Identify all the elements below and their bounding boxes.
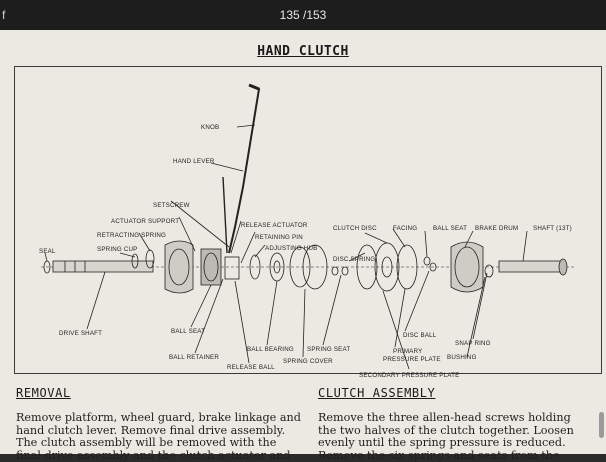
label-release-actuator: RELEASE ACTUATOR [241,222,308,229]
label-facing: FACING [393,225,417,232]
label-adjusting-hub: ADJUSTING HUB [265,245,317,252]
viewer-toolbar [0,0,606,30]
label-snap-ring: SNAP RING [455,340,491,347]
label-knob: KNOB [201,124,219,131]
removal-line: final drive assembly and the clutch actuator and [16,450,308,462]
label-ball-seat-right: BALL SEAT [433,225,467,232]
label-disc-ball: DISC BALL [403,332,437,339]
removal-line: The clutch assembly will be removed with the [16,437,308,450]
clutch-assembly-text [318,412,598,454]
label-ball-retainer: BALL RETAINER [169,354,219,361]
clutch-assembly-line: evenly until the spring pressure is reduced. [318,437,598,450]
label-disc-spring: DISC SPRING [333,256,375,263]
label-hand-lever: HAND LEVER [173,158,215,165]
hand-clutch-exploded-diagram [15,67,601,373]
label-drive-shaft: DRIVE SHAFT [59,330,102,337]
clutch-assembly-line: Remove the three allen-head screws holding [318,412,598,425]
page-counter: 135 /153 [0,8,606,22]
label-ball-bearing: BALL BEARING [247,346,294,353]
label-primary: PRIMARY [393,348,422,355]
label-setscrew: SETSCREW [153,202,190,209]
clutch-assembly-line: Remove the six springs and seats from the [318,450,598,462]
label-secondary-pressure-plate: SECONDARY PRESSURE PLATE [359,372,459,379]
label-pressure-plate: PRESSURE PLATE [383,356,441,363]
removal-heading: REMOVAL [16,386,71,400]
label-ball-seat: BALL SEAT [171,328,205,335]
label-actuator-support: ACTUATOR SUPPORT [111,218,179,225]
exploded-diagram-frame [14,66,602,374]
label-spring-cover: SPRING COVER [283,358,333,365]
label-seal: SEAL [39,248,56,255]
label-retracting-spring: RETRACTING SPRING [97,232,166,239]
label-release-ball: RELEASE BALL [227,364,275,371]
label-spring-cup: SPRING CUP [97,246,138,253]
clutch-assembly-heading: CLUTCH ASSEMBLY [318,386,435,400]
page-title: HAND CLUTCH [0,44,606,59]
clutch-assembly-line: the two halves of the clutch together. Loosen [318,425,598,438]
scrollbar-thumb[interactable] [599,412,604,438]
label-retaining-pin: RETAINING PIN [255,234,303,241]
document-page [0,30,606,454]
label-shaft: SHAFT (13T) [533,225,572,232]
label-bushing: BUSHING [447,354,477,361]
removal-line: hand clutch lever. Remove final drive assembly. [16,425,308,438]
label-clutch-disc: CLUTCH DISC [333,225,377,232]
removal-line: Remove platform, wheel guard, brake linkage and [16,412,308,425]
toolbar-glyph[interactable]: f [2,8,5,22]
removal-text [16,412,308,454]
label-brake-drum: BRAKE DRUM [475,225,518,232]
label-spring-seat: SPRING SEAT [307,346,350,353]
